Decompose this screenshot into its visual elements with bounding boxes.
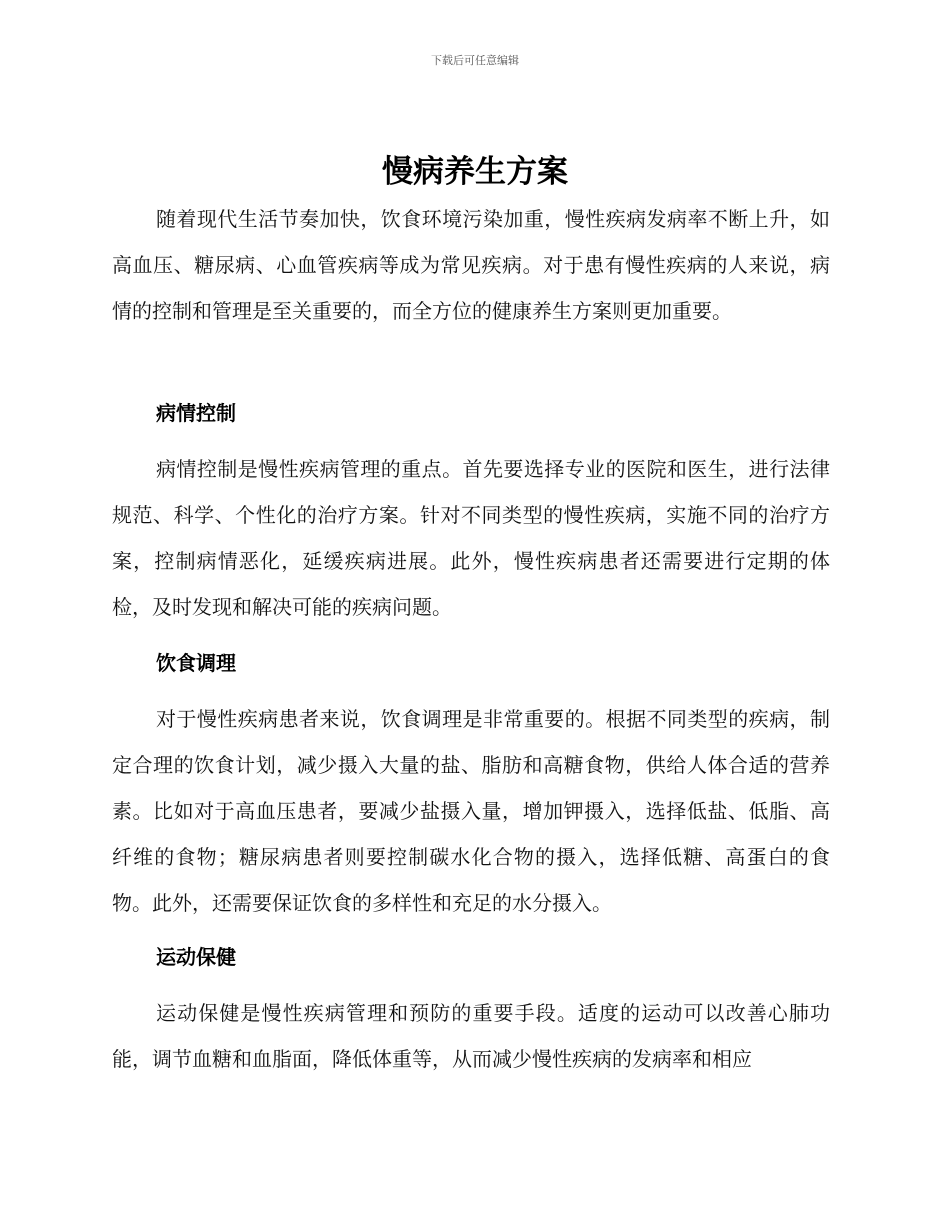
section-body-condition-control: 病情控制是慢性疾病管理的重点。首先要选择专业的医院和医生，进行法律规范、科学、个性化的治疗方案。针对不同类型的慢性疾病，实施不同的治疗方案，控制病情恶化，延缓疾病进展。此外，慢性疾病患者还需要进行定期的体检，及时发现和解决可能的疾病问题。 xyxy=(112,457,830,619)
page-header-note: 下载后可任意编辑 xyxy=(431,54,519,67)
intro-paragraph: 随着现代生活节奏加快，饮食环境污染加重，慢性疾病发病率不断上升，如高血压、糖尿病、心血管疾病等成为常见疾病。对于患有慢性疾病的人来说，病情的控制和管理是至关重要的，而全方位的健康养生方案则更加重要。 xyxy=(112,207,830,323)
section-heading-diet: 饮食调理 xyxy=(156,651,236,675)
document-title: 慢病养生方案 xyxy=(382,154,568,190)
section-body-diet: 对于慢性疾病患者来说，饮食调理是非常重要的。根据不同类型的疾病，制定合理的饮食计划，减少摄入大量的盐、脂肪和高糖食物，供给人体合适的营养素。比如对于高血压患者，要减少盐摄入量，增加钾摄入，选择低盐、低脂、高纤维的食物；糖尿病患者则要控制碳水化合物的摄入，选择低糖、高蛋白的食物。此外，还需要保证饮食的多样性和充足的水分摄入。 xyxy=(112,707,830,915)
section-body-exercise: 运动保健是慢性疾病管理和预防的重要手段。适度的运动可以改善心肺功能，调节血糖和血脂面，降低体重等，从而减少慢性疾病的发病率和相应 xyxy=(112,1001,830,1071)
section-heading-condition-control: 病情控制 xyxy=(156,401,236,425)
section-heading-exercise: 运动保健 xyxy=(156,945,236,969)
